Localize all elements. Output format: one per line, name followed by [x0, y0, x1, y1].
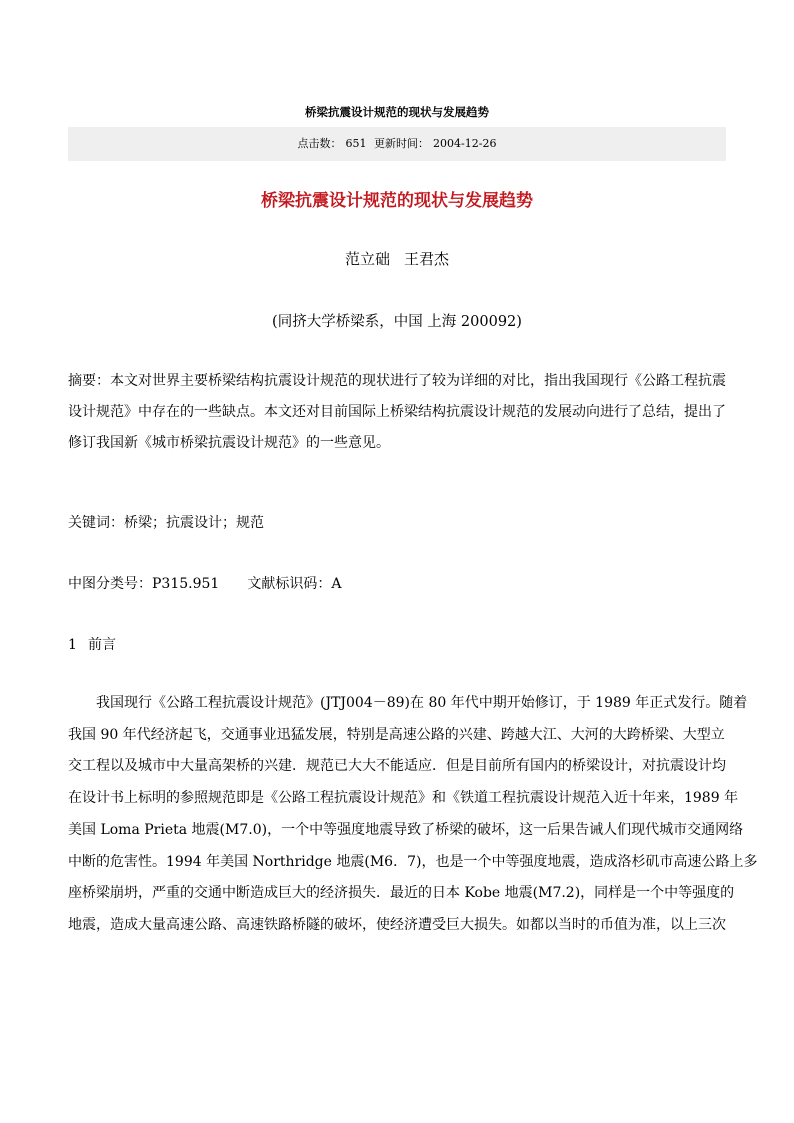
- body-line: 美国 Loma Prieta 地震(M7.0)，一个中等强度地震导致了桥梁的破坏，这一后果告诫人们现代城市交通网络: [68, 821, 744, 838]
- body-line-text: 我国现行《公路工程抗震设计规范》(JTJ004－89)在 80 年代中期开始修订，于 1989 年正式发行。随着: [96, 695, 748, 711]
- body-line: 座桥梁崩坍，严重的交通中断造成巨大的经济损失．最近的日本 Kobe 地震(M7.2)，同样是一个中等强度的: [68, 885, 735, 902]
- updated-label: 更新时间：: [374, 137, 430, 150]
- article-meta-bar: [68, 127, 726, 161]
- page-header-title: 桥梁抗震设计规范的现状与发展趋势: [305, 105, 489, 119]
- article-title: 桥梁抗震设计规范的现状与发展趋势: [261, 191, 533, 211]
- updated-value: 2004-12-26: [433, 137, 497, 150]
- body-line: 中断的危害性。1994 年美国 Northridge 地震(M6．7)，也是一个中等强度地震，造成洛杉矶市高速公路上多: [68, 853, 758, 870]
- keywords: 关键词：桥梁；抗震设计；规范: [68, 515, 264, 531]
- body-paragraph: [68, 688, 758, 942]
- document-code: 文献标识码：A: [247, 576, 342, 592]
- section-number: 1: [68, 637, 77, 653]
- clicks-label: 点击数：: [297, 137, 342, 150]
- body-line: 在设计书上标明的参照规范即是《公路工程抗震设计规范》和《铁道工程抗震设计规范入近十年来，1989 年: [68, 790, 739, 807]
- clicks-value: 651: [345, 137, 367, 150]
- body-line: 我国 90 年代经济起飞，交通事业迅猛发展，特别是高速公路的兴建、跨越大江、大河的大跨桥梁、大型立: [68, 726, 725, 743]
- body-line: 交工程以及城市中大量高架桥的兴建．规范已大大不能适应．但是目前所有国内的桥梁设计，对抗震设计均: [68, 758, 726, 775]
- abstract: [68, 366, 732, 459]
- abstract-line: 修订我国新《城市桥梁抗震设计规范》的一些意见。: [68, 435, 390, 451]
- author-name: 王君杰: [404, 250, 450, 268]
- body-line: [68, 688, 748, 720]
- abstract-line: 设计规范》中存在的一些缺点。本文还对目前国际上桥梁结构抗震设计规范的发展动向进行了总结，提出了: [68, 404, 726, 420]
- classification-line: [68, 569, 732, 600]
- classification-number: 中图分类号：P315.951: [68, 576, 220, 592]
- section-heading: [68, 630, 732, 661]
- author-name: 范立础: [344, 250, 390, 268]
- body-line: 地震，造成大量高速公路、高速铁路桥隧的破坏，使经济遭受巨大损失。如都以当时的币值为准，以上三次: [68, 916, 726, 933]
- section-title: 前言: [88, 637, 116, 653]
- author-affiliation: (同挤大学桥梁系，中国 上海 200092): [272, 314, 522, 330]
- author-list: [0, 248, 794, 269]
- abstract-line: 摘要：本文对世界主要桥梁结构抗震设计规范的现状进行了较为详细的对比，指出我国现行《公路工程抗震: [68, 373, 726, 389]
